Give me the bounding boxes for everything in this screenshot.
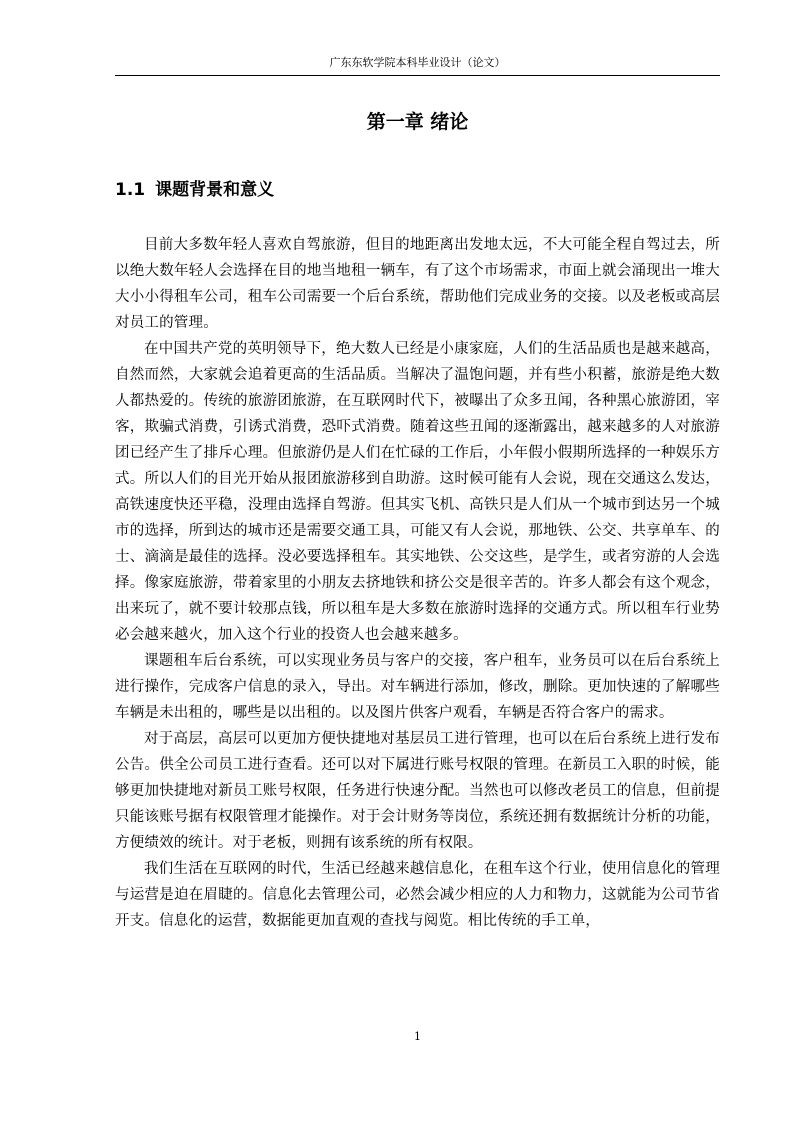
paragraph: 在中国共产党的英明领导下，绝大数人已经是小康家庭，人们的生活品质也是越来越高，自然而然，大家就会追着更高的生活品质。当解决了温饱问题，并有些小积蓄，旅游是绝大数人都热爱的。传统的旅游团旅游，在互联网时代下，被曝出了众多丑闻，各种黑心旅游团，宰客，欺骗式消费，引诱式消费，恐吓式消费。随着这些丑闻的逐渐露出，越来越多的人对旅游团已经产生了排斥心理。但旅游仍是人们在忙碌的工作后，小年假小假期所选择的一种娱乐方式。所以人们的目光开始从报团旅游移到自助游。这时候可能有人会说，现在交通这么发达，高铁速度快还平稳，没理由选择自驾游。但其实飞机、高铁只是人们从一个城市到达另一个城市的选择，所到达的城市还是需要交通工具，可能又有人会说，那地铁、公交、共享单车、的士、滴滴是最佳的选择。没必要选择租车。其实地铁、公交这些，是学生，或者穷游的人会选择。像家庭旅游，带着家里的小朋友去挤地铁和挤公交是很辛苦的。许多人都会有这个观念，出来玩了，就不要计较那点钱，所以租车是大多数在旅游时选择的交通方式。所以租车行业势必会越来越火，加入这个行业的投资人也会越来越多。 xyxy=(115,341,720,643)
running-header: 广东东软学院本科毕业设计（论文） xyxy=(329,56,506,69)
body-text xyxy=(115,232,720,934)
page-number: 1 xyxy=(414,1030,421,1043)
paragraph: 对于高层，高层可以更加方便快捷地对基层员工进行管理，也可以在后台系统上进行发布公告。供全公司员工进行查看。还可以对下属进行账号权限的管理。在新员工入职的时候，能够更加快捷地对新员工账号权限，任务进行快速分配。当然也可以修改老员工的信息，但前提只能该账号据有权限管理才能操作。对于会计财务等岗位，系统还拥有数据统计分析的功能，方便绩效的统计。对于老板，则拥有该系统的所有权限。 xyxy=(115,731,720,851)
section-title-text: 课题背景和意义 xyxy=(155,180,275,200)
section-number: 1.1 xyxy=(115,180,146,200)
paragraph: 我们生活在互联网的时代，生活已经越来越信息化，在租车这个行业，使用信息化的管理与运营是迫在眉睫的。信息化去管理公司，必然会减少相应的人力和物力，这就能为公司节省开支。信息化的运营，数据能更加直观的查找与阅览。相比传统的手工单， xyxy=(115,861,720,929)
paragraph: 目前大多数年轻人喜欢自驾旅游，但目的地距离出发地太远，不大可能全程自驾过去，所以绝大数年轻人会选择在目的地当地租一辆车，有了这个市场需求，市面上就会涌现出一堆大大小小得租车公司，租车公司需要一个后台系统，帮助他们完成业务的交接。以及老板或高层对员工的管理。 xyxy=(115,237,720,331)
header-divider xyxy=(115,75,720,76)
section-heading xyxy=(115,176,720,204)
chapter-title: 第一章 绪论 xyxy=(366,111,469,133)
paragraph: 课题租车后台系统，可以实现业务员与客户的交接，客户租车，业务员可以在后台系统上进行操作，完成客户信息的录入，导出。对车辆进行添加，修改，删除。更加快速的了解哪些车辆是未出租的，哪些是以出租的。以及图片供客户观看，车辆是否符合客户的需求。 xyxy=(115,653,720,721)
